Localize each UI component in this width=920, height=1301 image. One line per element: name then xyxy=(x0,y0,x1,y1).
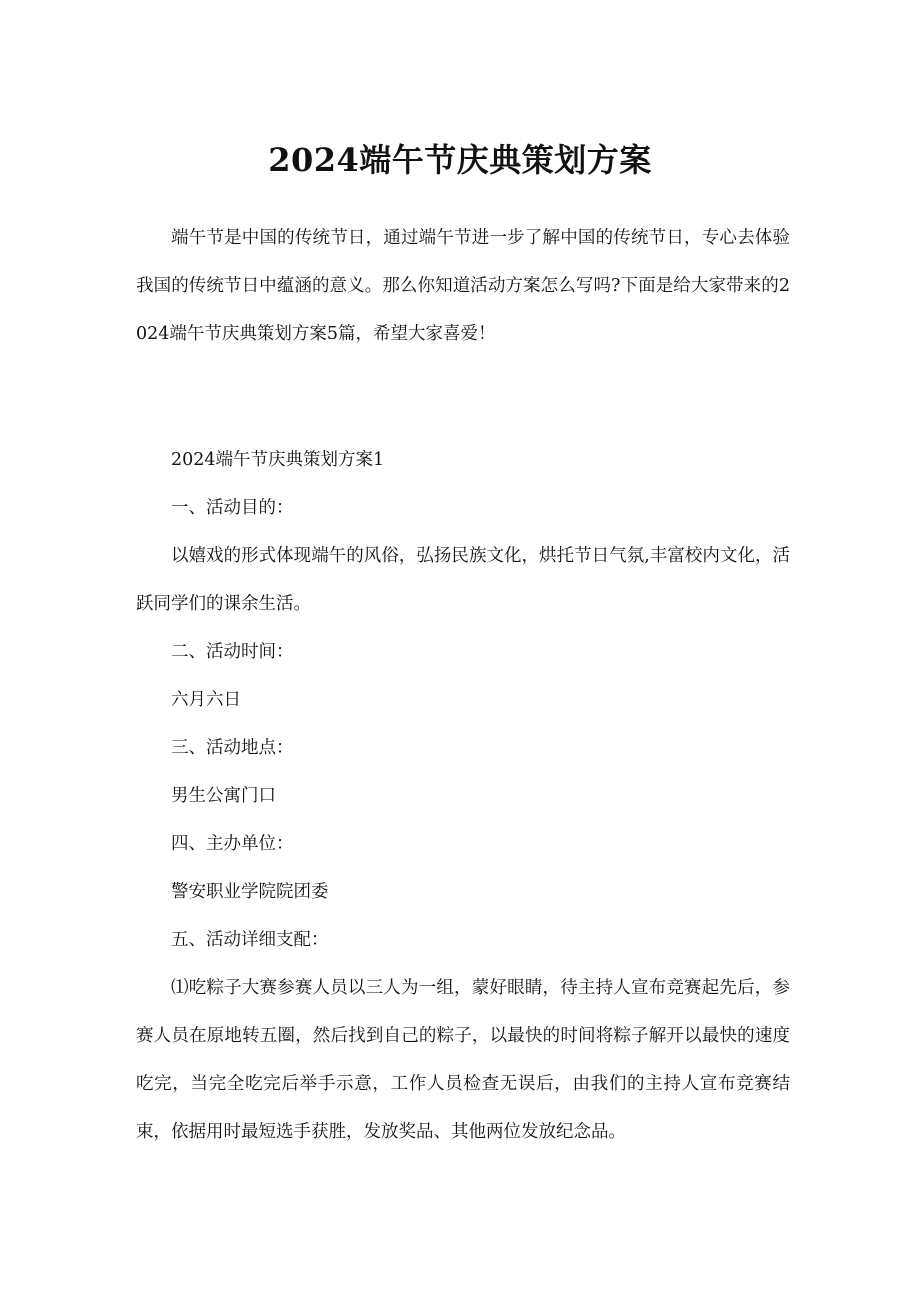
item2-heading: 二、活动时间： xyxy=(171,642,294,662)
item2-text: 六月六日 xyxy=(171,690,241,710)
section-gap xyxy=(136,358,790,406)
intro-paragraph: 端午节是中国的传统节日，通过端午节进一步了解中国的传统节日，专心去体验我国的传统节日中蕴涵的意义。那么你知道活动方案怎么写吗?下面是给大家带来的2024端午节庆典策划方案5篇，希望大家喜爱！ xyxy=(136,228,790,344)
item5-heading: 五、活动详细支配： xyxy=(171,930,329,950)
item1-text: 以嬉戏的形式体现端午的风俗，弘扬民族文化，烘托节日气氛,丰富校内文化，活跃同学们的课余生活。 xyxy=(136,546,790,614)
item4-text: 警安职业学院院团委 xyxy=(171,882,329,902)
item1-heading: 一、活动目的： xyxy=(171,498,294,518)
document-body xyxy=(136,214,790,1156)
document-title: 2024端午节庆典策划方案 xyxy=(268,141,652,179)
item3-text: 男生公寓门口 xyxy=(171,786,276,806)
section-heading: 2024端午节庆典策划方案1 xyxy=(171,450,385,470)
item5-text: ⑴吃粽子大赛参赛人员以三人为一组，蒙好眼睛，待主持人宣布竞赛起先后，参赛人员在原地转五圈，然后找到自己的粽子，以最快的时间将粽子解开以最快的速度吃完，当完全吃完后举手示意，工作人员检查无误后，由我们的主持人宣布竞赛结束，依据用时最短选手获胜，发放奖品、其他两位发放纪念品。 xyxy=(136,978,790,1142)
section-gap-small xyxy=(136,406,790,436)
item3-heading: 三、活动地点： xyxy=(171,738,294,758)
item4-heading: 四、主办单位： xyxy=(171,834,294,854)
